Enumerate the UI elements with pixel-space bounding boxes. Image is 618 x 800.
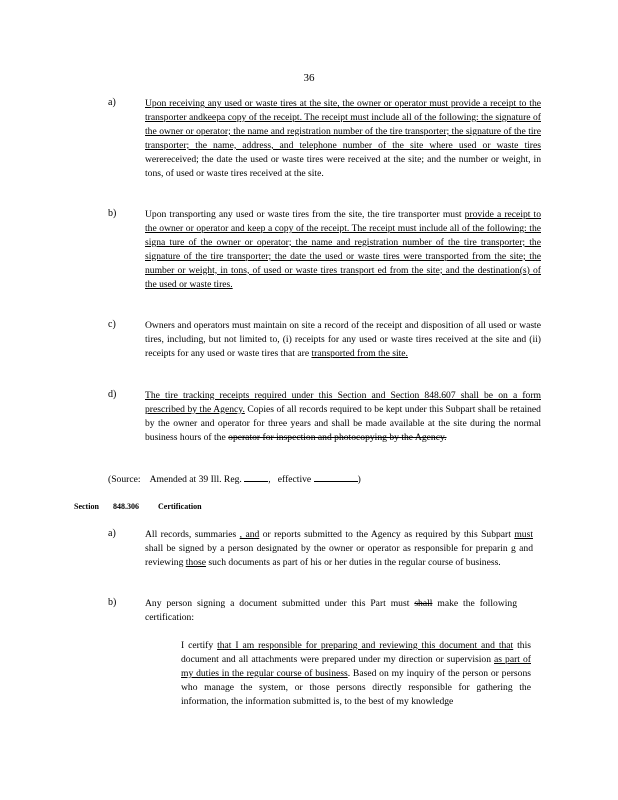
source-comma: , [268, 474, 271, 485]
text-run: werereceived; the date the used or waste tires were received at the site; and the number or weight, in tons, of used or waste tires received at the site. [145, 153, 541, 179]
text-run: , and [239, 529, 260, 540]
item-c-text [145, 319, 541, 361]
text-run: The tire tracking receipts required under this Section and Section 848.607 shall be on a form prescribed by the Agency. [145, 390, 541, 415]
text-run: Any person signing a document submitted under this Part must [145, 598, 415, 609]
text-run: Based on my inquiry of the person or persons who manage the system, or those persons directly responsible for gathering the information, the information submitted is, to the best of my knowledge [181, 667, 531, 707]
source-note [108, 472, 528, 487]
item-d-label: d) [108, 389, 117, 400]
text-run: All records, summaries [145, 529, 240, 540]
text-run: as part of my duties in the regular course of business [181, 653, 531, 679]
item-d-text [145, 389, 541, 445]
section-title: Certification [158, 502, 202, 511]
source-effective: effective [277, 474, 312, 485]
register-blank [244, 472, 268, 482]
text-run: transported from the site. [311, 347, 408, 359]
section-word: Section [74, 502, 99, 511]
text-run: . [347, 667, 351, 679]
text-run: that I am responsible for preparing and reviewing this document and that [217, 640, 514, 651]
text-run: operator for inspection and photocopying by the Agency. [228, 431, 447, 443]
effective-date-blank [314, 472, 358, 482]
text-run: shall be signed by a person designated by the owner or operator as responsible for preparin g and reviewing [145, 542, 533, 568]
text-run: Upon receiving any used or waste tires at the site, the owner or operator must provide a receipt to the transporter andkeepa copy of the receipt. The receipt must include all of the following: the signature of the owner or operator; the name and registration number of the tire transporter; the signature of the tire transporter; the name, address, and telephone number of the site where used or waste tires [145, 98, 541, 151]
source-prefix: (Source: [108, 474, 141, 485]
source-amended: Amended at 39 Ill. Reg. [149, 474, 242, 485]
cert-b-label: b) [108, 597, 117, 608]
text-run: Upon transporting any used or waste tires from the site, the tire transporter must [145, 209, 465, 220]
item-c-label: c) [108, 319, 116, 330]
text-run: I certify [181, 640, 218, 651]
item-a-label: a) [108, 97, 116, 108]
text-run: provide a receipt to the owner or operator and keep a copy of the receipt. The receipt must include all of the following: the signa ture of the owner or operator; the name and registration number of the tire transporter; the signature of the tire transporter; the date the used or waste tires were transported from the site; the number or weight, in tons, of used or waste tires transport ed from the site; and the destination(s) of the used or waste tires. [145, 209, 541, 290]
section-number: 848.306 [113, 502, 139, 511]
text-run: or reports submitted to the Agency as required by this Subpart [259, 529, 515, 540]
text-run: this document and all attachments were prepared under my direction or supervision [181, 640, 531, 665]
item-a-text [145, 97, 541, 180]
source-close: ) [357, 474, 361, 485]
text-run: make the following certification: [145, 598, 518, 623]
item-b-text [145, 208, 541, 291]
cert-a-text [145, 528, 533, 570]
cert-a-label: a) [108, 528, 116, 539]
cert-b-text [145, 597, 517, 625]
certification-quote [181, 639, 531, 709]
page-number: 36 [303, 72, 315, 84]
text-run: must [514, 529, 533, 540]
text-run: Owners and operators must maintain on site a record of the receipt and disposition of all used or waste tires, including, but not limited to, (i) receipts for any used or waste tires received at the site and (ii) receipts for any used or waste tires that are [145, 320, 541, 359]
item-b-label: b) [108, 208, 117, 219]
text-run: such documents as part of his or her duties in the regular course of business. [206, 556, 501, 568]
text-run: shall [414, 598, 433, 609]
text-run: those [185, 556, 207, 568]
text-run: Copies of all records required to be kept under this Subpart shall be retained by the owner and operator for three years and shall be made available at the site during the normal business hours of the [145, 403, 541, 443]
